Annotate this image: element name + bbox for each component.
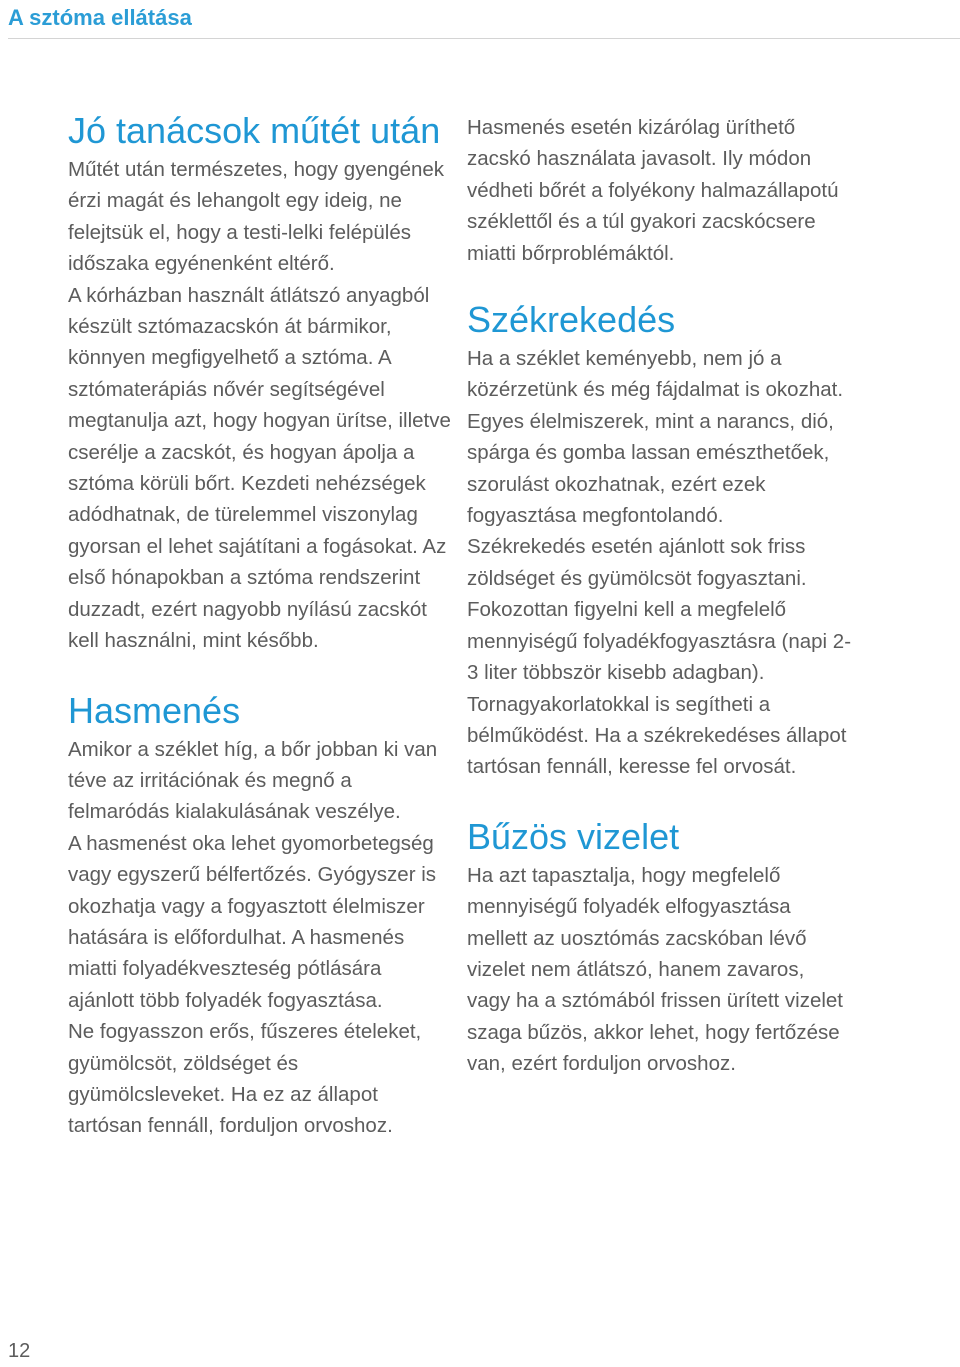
constipation-paragraph-4: Fokozottan figyelni kell a megfelelő mennyiségű folyadékfogyasztásra (napi 2-3 liter többször kisebb adagban). xyxy=(467,598,852,685)
constipation-paragraph-2: Egyes élelmiszerek, mint a narancs, dió, spárga és gomba lassan emészthetőek, szorulást okozhatnak, ezért ezek fogyasztása megfontolandó. xyxy=(467,409,834,528)
spacer xyxy=(467,783,852,814)
section-heading-advice: Jó tanácsok műtét után xyxy=(68,110,441,151)
advice-paragraph-2: A kórházban használt átlátszó anyagból készült sztómazacskón át bármikor, könnyen megfigyelhető a sztóma. A sztómaterápiás nővér segítségével megtanulja azt, hogy hogyan ürítse, illetve cserélje a zacskót, és hogyan ápolja a sztóma körüli bőrt. Kezdeti nehézségek adódhatnak, de türelemmel viszonylag gyorsan el lehet sajátítani a fogásokat. Az első hónapokban a sztóma rendszerint duzzadt, ezért nagyobb nyílású zacskót kell használni, mint később. xyxy=(68,283,451,653)
spacer xyxy=(68,657,453,688)
urine-paragraph-1: Ha azt tapasztalja, hogy megfelelő mennyiségű folyadék elfogyasztása mellett az uosztómás zacskóban lévő vizelet nem átlátszó, hanem zavaros, vagy ha a sztómából frissen ürített vizelet szaga bűzös, akkor lehet, hogy fertőzése van, ezért forduljon orvoshoz. xyxy=(467,863,844,1076)
right-column xyxy=(467,112,852,1080)
advice-paragraph-1: Műtét után természetes, hogy gyengének érzi magát és lehangolt egy ideig, ne felejtsük el, hogy a testi-lelki felépülés időszaka egyénenként eltérő. xyxy=(68,158,445,276)
constipation-paragraph-1: Ha a széklet keményebb, nem jó a közérzetünk és még fájdalmat is okozhat. xyxy=(467,347,844,402)
section-heading-urine: Bűzös vizelet xyxy=(467,815,680,857)
left-column xyxy=(68,108,453,1142)
header-divider xyxy=(8,38,960,39)
constipation-paragraph-5: Tornagyakorlatokkal is segítheti a bélműködést. Ha a székrekedéses állapot tartósan fennáll, keresse fel orvosát. xyxy=(467,692,847,779)
header-title: A sztóma ellátása xyxy=(8,5,192,30)
page-number: 12 xyxy=(8,1340,31,1362)
section-heading-constipation: Székrekedés xyxy=(467,299,676,341)
section-heading-diarrhea: Hasmenés xyxy=(68,689,241,731)
diarrhea-bag-paragraph: Hasmenés esetén kizárólag üríthető zacskó használata javasolt. Ily módon védheti bőrét a folyékony halmazállapotú széklettől és a túl gyakori zacskócsere miatti bőrproblémáktól. xyxy=(467,116,839,265)
diarrhea-paragraph-2: A hasmenést oka lehet gyomorbetegség vagy egyszerű bélfertőzés. Gyógyszer is okozhatja vagy a fogyasztott élelmiszer hatására is előfordulhat. A hasmenés miatti folyadékveszteség pótlására ajánlott több folyadék fogyasztása. xyxy=(68,831,437,1012)
constipation-paragraph-3: Székrekedés esetén ajánlott sok friss zöldséget és gyümölcsöt fogyasztani. xyxy=(467,535,807,590)
spacer xyxy=(467,269,852,297)
diarrhea-paragraph-3: Ne fogyasszon erős, fűszeres ételeket, gyümölcsöt, zöldséget és gyümölcsleveket. Ha ez az állapot tartósan fennáll, forduljon orvoshoz. xyxy=(68,1020,422,1138)
diarrhea-paragraph-1: Amikor a széklet híg, a bőr jobban ki van téve az irritációnak és megnő a felmaródás kialakulásának veszélye. xyxy=(68,737,438,824)
